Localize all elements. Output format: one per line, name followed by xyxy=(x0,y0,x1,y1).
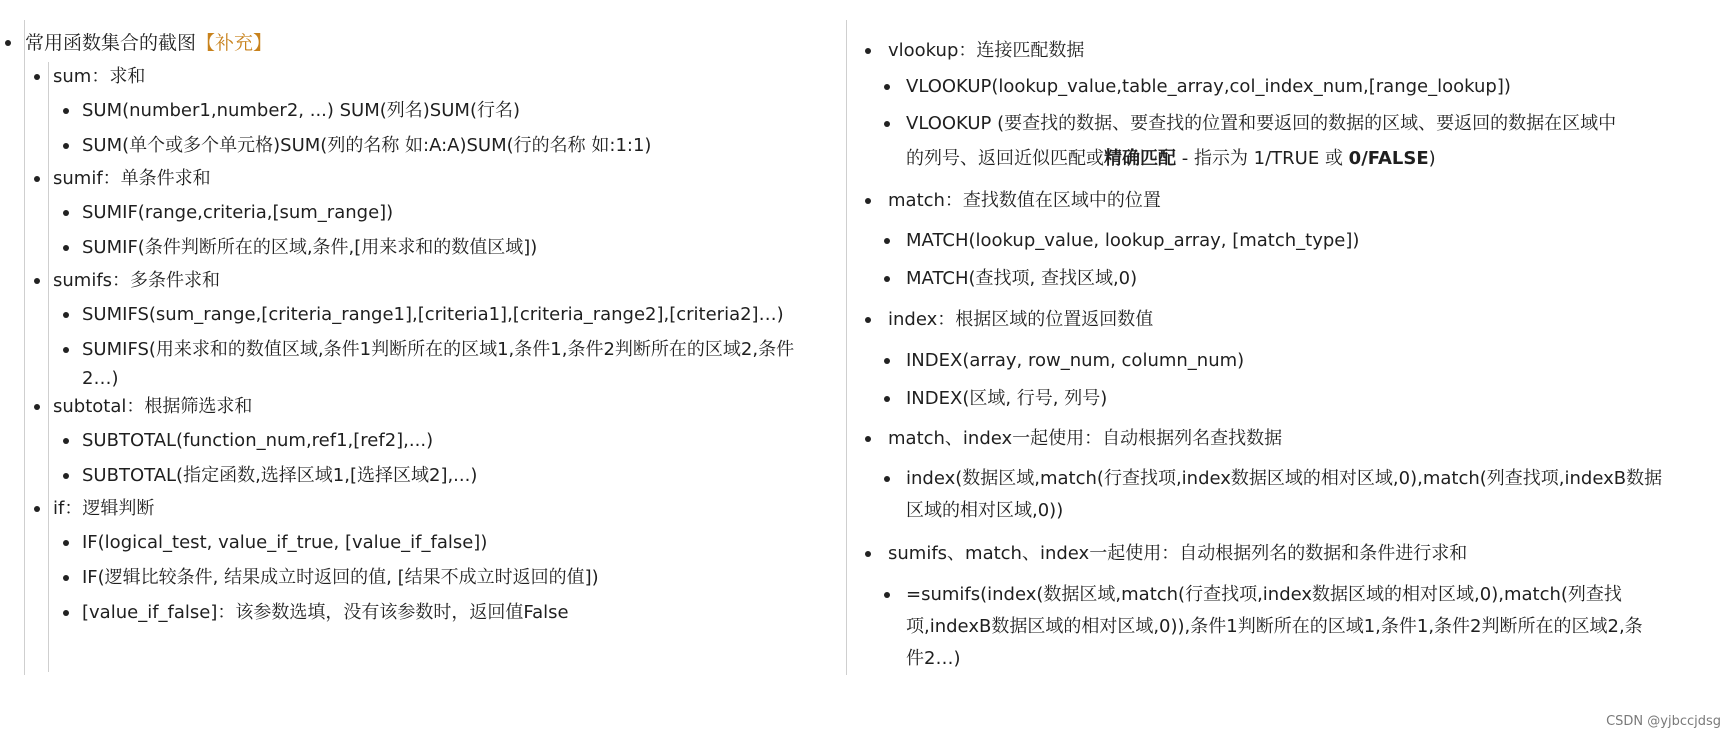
item-subtotal-desc: SUBTOTAL(指定函数,选择区域1,[选择区域2],...) xyxy=(82,465,478,486)
item-if-syntax: IF(logical_test, value_if_true, [value_if_false]) xyxy=(82,532,488,553)
bullet xyxy=(865,551,871,557)
bullet xyxy=(884,84,890,90)
bullet xyxy=(884,358,890,364)
item-subtotal-syntax: SUBTOTAL(function_num,ref1,[ref2],...) xyxy=(82,430,434,451)
item-vlookup-desc: VLOOKUP (要查找的数据、要查找的位置和要返回的数据的区域、要返回的数据在区域中 xyxy=(906,113,1617,134)
bullet xyxy=(884,238,890,244)
item-sum-syntax: SUM(number1,number2, ...) SUM(列名)SUM(行名) xyxy=(82,100,520,121)
item-sumifs-desc-cont: 2…) xyxy=(82,368,119,389)
item-vlookup: vlookup：连接匹配数据 xyxy=(888,40,1085,61)
item-sumifs-match-index: sumifs、match、index一起使用：自动根据列名的数据和条件进行求和 xyxy=(888,543,1468,564)
item-vlookup-syntax: VLOOKUP(lookup_value,table_array,col_index_num,[range_lookup]) xyxy=(906,76,1511,97)
bullet xyxy=(884,476,890,482)
item-vlookup-desc-cont xyxy=(906,148,1436,170)
item-index-desc: INDEX(区域, 行号, 列号) xyxy=(906,388,1108,409)
item-if: if：逻辑判断 xyxy=(53,498,155,519)
item-sumifs-match-index-desc-cont: 项,indexB数据区域的相对区域,0)),条件1判断所在的区域1,条件1,条件2判断所在的区域2,条 xyxy=(906,616,1643,637)
item-match-syntax: MATCH(lookup_value, lookup_array, [match_type]) xyxy=(906,230,1360,251)
item-match-index: match、index一起使用：自动根据列名查找数据 xyxy=(888,428,1283,449)
item-sum: sum：求和 xyxy=(53,66,146,87)
item-match-index-desc: index(数据区域,match(行查找项,index数据区域的相对区域,0),match(列查找项,indexB数据 xyxy=(906,468,1663,489)
vlookup-text: ) xyxy=(1428,148,1436,169)
vlookup-text: 的列号、返回近似匹配或 xyxy=(906,148,1104,169)
bullet xyxy=(865,436,871,442)
vlookup-text: - 指示为 1/TRUE 或 xyxy=(1176,148,1349,169)
item-sumifs-desc: SUMIFS(用来求和的数值区域,条件1判断所在的区域1,条件1,条件2判断所在的区域2,条件 xyxy=(82,339,795,360)
item-match: match：查找数值在区域中的位置 xyxy=(888,190,1161,211)
item-match-index-desc-cont: 区域的相对区域,0)) xyxy=(906,500,1064,521)
item-match-desc: MATCH(查找项, 查找区域,0) xyxy=(906,268,1138,289)
item-subtotal: subtotal：根据筛选求和 xyxy=(53,396,253,417)
title-accent: 【补充】 xyxy=(196,32,273,54)
item-sumif-desc: SUMIF(条件判断所在的区域,条件,[用来求和的数值区域]) xyxy=(82,237,538,258)
item-index-syntax: INDEX(array, row_num, column_num) xyxy=(906,350,1245,371)
item-sumifs-syntax: SUMIFS(sum_range,[criteria_range1],[criteria1],[criteria_range2],[criteria2]…) xyxy=(82,304,784,325)
watermark: CSDN @yjbccjdsg xyxy=(1606,714,1721,729)
bullet xyxy=(865,48,871,54)
item-sumifs-match-index-desc: =sumifs(index(数据区域,match(行查找项,index数据区域的相对区域,0),match(列查找 xyxy=(906,584,1622,605)
item-if-desc: IF(逻辑比较条件, 结果成立时返回的值, [结果不成立时返回的值]) xyxy=(82,567,599,588)
bullet xyxy=(884,276,890,282)
item-sum-desc: SUM(单个或多个单元格)SUM(列的名称 如:A:A)SUM(行的名称 如:1:1) xyxy=(82,135,652,156)
bullet xyxy=(884,121,890,127)
bullet xyxy=(865,198,871,204)
bullet xyxy=(884,592,890,598)
item-if-note: [value_if_false]：该参数选填，没有该参数时，返回值False xyxy=(82,602,569,623)
title-main: 常用函数集合的截图 xyxy=(25,32,197,54)
bullet xyxy=(865,317,871,323)
item-sumif-syntax: SUMIF(range,criteria,[sum_range]) xyxy=(82,202,394,223)
item-sumifs-match-index-desc-cont: 件2…) xyxy=(906,648,961,669)
item-sumifs: sumifs：多条件求和 xyxy=(53,270,221,291)
item-index: index：根据区域的位置返回数值 xyxy=(888,309,1154,330)
bullet xyxy=(884,396,890,402)
vlookup-bold-exact: 精确匹配 xyxy=(1104,148,1176,169)
item-sumif: sumif：单条件求和 xyxy=(53,168,211,189)
indent-guide xyxy=(846,20,847,675)
vlookup-bold-false: 0/FALSE xyxy=(1348,148,1429,169)
